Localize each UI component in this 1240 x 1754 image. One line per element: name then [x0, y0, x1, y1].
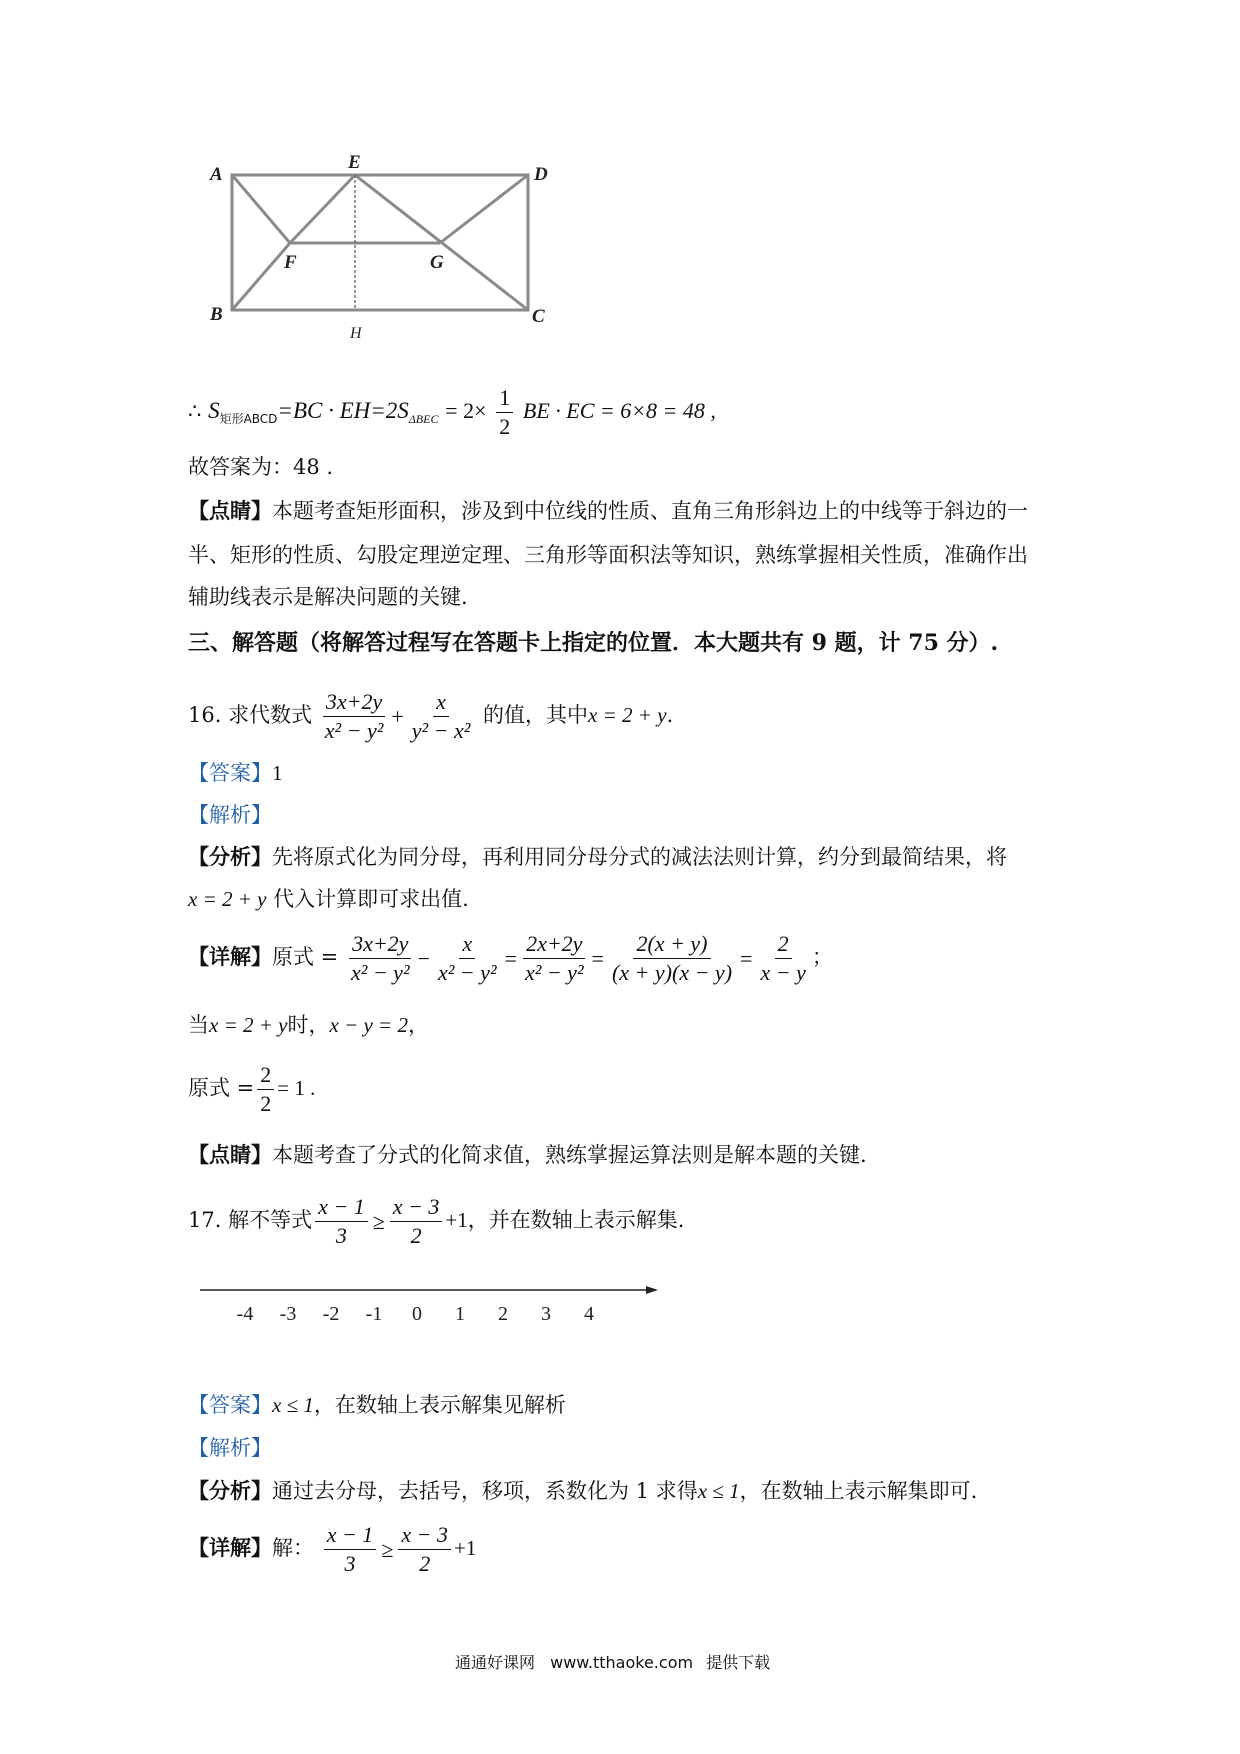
answer-tag: 【答案】 [188, 761, 272, 785]
tick-label: -4 [236, 1303, 254, 1325]
detail-fraction-2: $\frac{x}{\text{x² − y²}}$ [437, 931, 497, 985]
label-C: C [532, 306, 545, 327]
question-17: 17. 解不等式 $\frac{x - 1}{3}$ ≥ $\frac{x - 3}{2}$ +1，并在数轴上表示解集. [188, 1194, 685, 1248]
q16-fenxi-line1: 【分析】先将原式化为同分母，再利用同分母分式的减法法则计算，约分到最简结果，将 [188, 844, 1007, 869]
q16-comment: 【点睛】本题考查了分式的化简求值，熟练掌握运算法则是解本题的关键. [188, 1142, 867, 1167]
tick-label: 3 [541, 1303, 551, 1325]
label-H: H [350, 325, 362, 342]
label-E: E [348, 152, 361, 173]
label-B: B [210, 304, 223, 325]
q16-condition: x = 2 + y [588, 703, 667, 727]
q16-result: 原式 = $\frac{2}{2}$ = 1 . [188, 1062, 316, 1116]
footer-note: 提供下载 [706, 1653, 771, 1672]
tick-label: 1 [455, 1303, 465, 1325]
q16-fraction-1: $\frac{3x+2y}{\text{x² − y²}}$ [324, 689, 384, 743]
footer-site: 通通好课网 [455, 1653, 536, 1672]
q16-when: 当x = 2 + y时，x − y = 2， [188, 1013, 429, 1037]
therefore-symbol: ∴ [188, 399, 202, 423]
area-rest: BE · EC = 6×8 = 48 , [522, 398, 716, 423]
tick-label: -3 [279, 1303, 297, 1325]
area-computation: ∴ $S_{矩形ABCD}=BC \cdot EH=2S_{\Delta BEC} = 2\times$ $\frac{1}{2}$ BE · EC = 6×8 = 48 , [188, 385, 716, 439]
area-eq1: =BC · EH=2S [277, 398, 409, 423]
label-F: F [284, 252, 297, 273]
rectangle-diagram [200, 150, 570, 350]
comment-15-line3: 辅助线表示是解决问题的关键. [188, 585, 468, 609]
comment-15-line1: 【点睛】本题考查矩形面积，涉及到中位线的性质、直角三角形斜边上的中线等于斜边的一 [188, 498, 1028, 523]
label-G: G [430, 252, 444, 273]
q17-fraction-1: $\frac{x - 1}{3}$ [315, 1194, 368, 1249]
result-fraction: $\frac{2}{2}$ [257, 1062, 274, 1117]
tick-label: 4 [584, 1303, 594, 1325]
q17-fenxi: 【分析】通过去分母，去括号，移项，系数化为 1 求得x ≤ 1，在数轴上表示解集即可. [188, 1478, 978, 1503]
detail-fraction-3: $\frac{2x+2y}{\text{x² − y²}}$ [524, 931, 584, 985]
q16-detail: 【详解】原式 = $\frac{3x+2y}{\text{x² − y²}}$ − $\frac{x}{\text{x² − y²}}$ = $\frac{2x+2y}{\text{x² − y²}}$ = $\frac{2(x + y)}{(x + y)(x - y)}$ = $\frac{2}{x - y}$ ； [188, 931, 833, 985]
tick-label: 0 [412, 1303, 422, 1325]
q17-fraction-2: $\frac{x - 3}{2}$ [390, 1194, 443, 1249]
tick-label: -1 [365, 1303, 383, 1325]
q17-answer: 【答案】x ≤ 1，在数轴上表示解集见解析 [188, 1393, 566, 1417]
detail-fraction-4: $\frac{2(x + y)}{(x + y)(x - y)}$ [611, 931, 733, 985]
triangle-subscript: ΔBEC [408, 412, 439, 427]
half-fraction: $\frac{1}{2}$ [496, 385, 513, 440]
q17-detail-fraction-2: $\frac{x - 3}{2}$ [398, 1522, 451, 1577]
answer-15: 故答案为：48 . [188, 455, 334, 479]
question-16: 16. 求代数式 $\frac{3x+2y}{\text{x² − y²}}$ + $\frac{x}{\text{y² − x²}}$ 的值，其中x = 2 + y. [188, 689, 674, 743]
tick-label: 2 [498, 1303, 508, 1325]
q17-detail: 【详解】解： $\frac{x - 1}{3}$ ≥ $\frac{x - 3}{2}$ +1 [188, 1522, 477, 1576]
q16-answer: 【答案】1 [188, 761, 283, 785]
area-eq2: = 2× [445, 398, 487, 423]
comment-tag: 【点睛】 [188, 498, 272, 523]
detail-fraction-5: $\frac{2}{x - y}$ [760, 931, 806, 985]
q16-label: 16. 求代数式 [188, 703, 313, 727]
label-D: D [534, 164, 548, 185]
tick-label: -2 [322, 1303, 340, 1325]
q16-fraction-2: $\frac{x}{\text{y² − x²}}$ [411, 689, 471, 743]
comment-15-line2: 半、矩形的性质、勾股定理逆定理、三角形等面积法等知识，熟练掌握相关性质，准确作出 [188, 543, 1028, 567]
q16-analysis-tag: 【解析】 [188, 803, 272, 827]
number-line [200, 1278, 670, 1328]
detail-fraction-1: $\frac{3x+2y}{\text{x² − y²}}$ [350, 931, 410, 985]
section-3-heading: 三、解答题（将解答过程写在答题卡上指定的位置．本大题共有 9 题，计 75 分）. [188, 630, 999, 656]
footer-url: www.tthaoke.com [550, 1653, 694, 1672]
rect-subscript: 矩形ABCD [219, 412, 278, 427]
label-A: A [210, 164, 223, 185]
q17-detail-fraction-1: $\frac{x - 1}{3}$ [324, 1522, 377, 1577]
page-footer [455, 1650, 770, 1673]
q17-analysis-tag: 【解析】 [188, 1436, 272, 1460]
q16-fenxi-line2: x = 2 + y 代入计算即可求出值. [188, 887, 469, 911]
